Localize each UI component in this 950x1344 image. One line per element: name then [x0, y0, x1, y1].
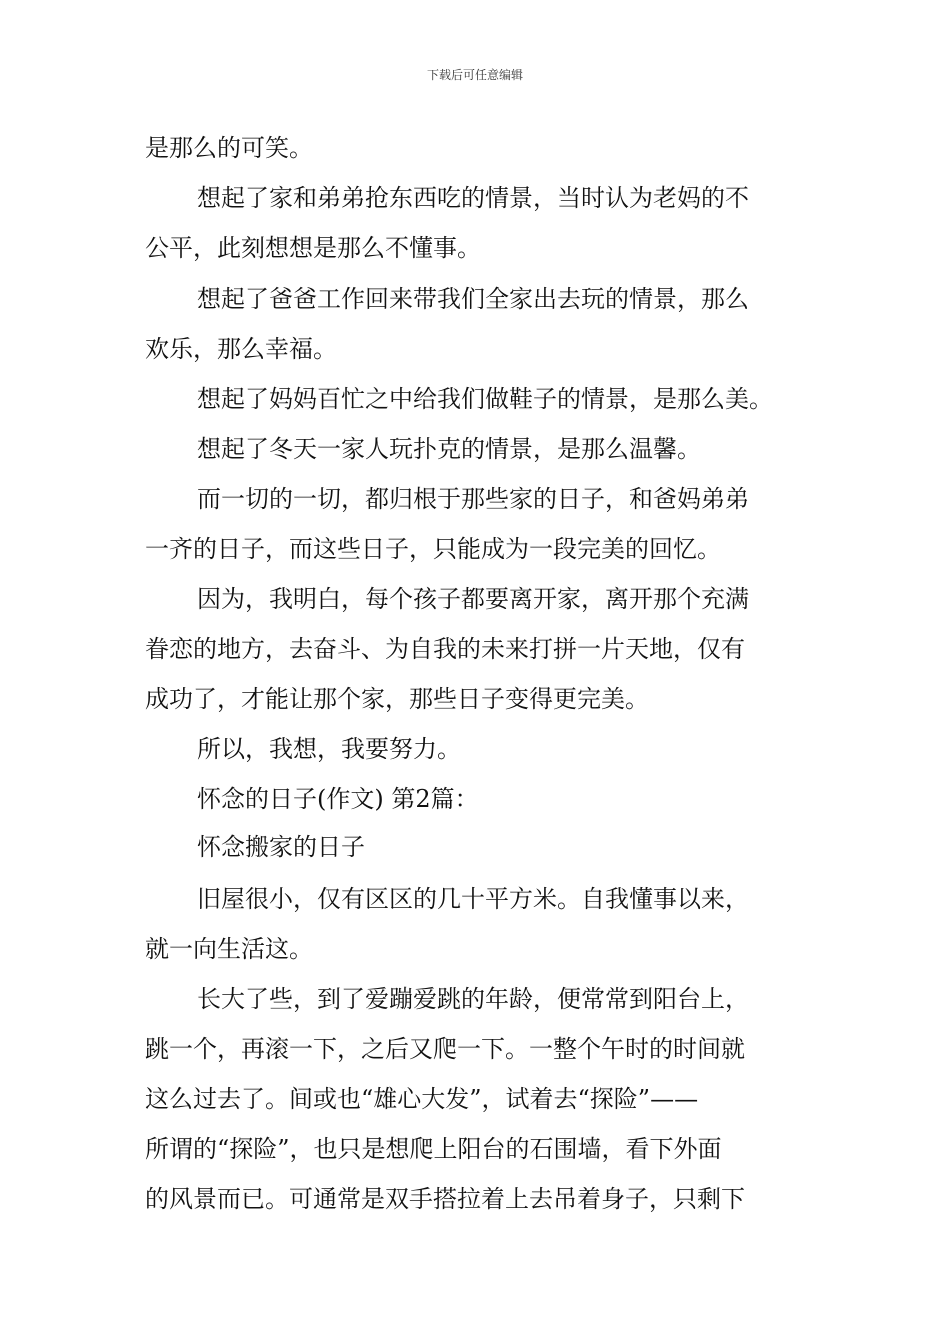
text-line: 成功了，才能让那个家，那些日子变得更完美。: [145, 685, 649, 713]
text-line: 想起了家和弟弟抢东西吃的情景，当时认为老妈的不: [197, 184, 749, 212]
text-line: 旧屋很小，仅有区区的几十平方米。自我懂事以来，: [197, 885, 749, 913]
text-line: 所以，我想，我要努力。: [197, 735, 461, 763]
text-line: 而一切的一切，都归根于那些家的日子，和爸妈弟弟: [197, 485, 749, 513]
text-line: 是那么的可笑。: [145, 134, 313, 162]
text-line: 想起了爸爸工作回来带我们全家出去玩的情景，那么: [197, 285, 749, 313]
text-line: 眷恋的地方，去奋斗、为自我的未来打拼一片天地，仅有: [145, 635, 745, 663]
text-line: 欢乐，那么幸福。: [145, 335, 337, 363]
text-line: 想起了冬天一家人玩扑克的情景，是那么温馨。: [197, 435, 701, 463]
text-line: 一齐的日子，而这些日子，只能成为一段完美的回忆。: [145, 535, 721, 563]
text-line: 所谓的“探险”，也只是想爬上阳台的石围墙，看下外面: [145, 1135, 722, 1163]
page-header: 下载后可任意编辑: [426, 68, 523, 82]
text-line: 怀念搬家的日子: [197, 833, 365, 861]
text-line: 因为，我明白，每个孩子都要离开家，离开那个充满: [197, 585, 749, 613]
text-line: 这么过去了。间或也“雄心大发”，试着去“探险”——: [145, 1085, 699, 1113]
text-line: 想起了妈妈百忙之中给我们做鞋子的情景，是那么美。: [197, 385, 773, 413]
text-line: 怀念的日子(作文) 第2篇：: [197, 785, 479, 813]
text-line: 长大了些，到了爱蹦爱跳的年龄，便常常到阳台上，: [197, 985, 749, 1013]
text-line: 的风景而已。可通常是双手搭拉着上去吊着身子，只剩下: [145, 1185, 745, 1213]
text-line: 公平，此刻想想是那么不懂事。: [145, 234, 481, 262]
text-line: 就一向生活这。: [145, 935, 313, 963]
text-line: 跳一个，再滚一下，之后又爬一下。一整个午时的时间就: [145, 1035, 745, 1063]
